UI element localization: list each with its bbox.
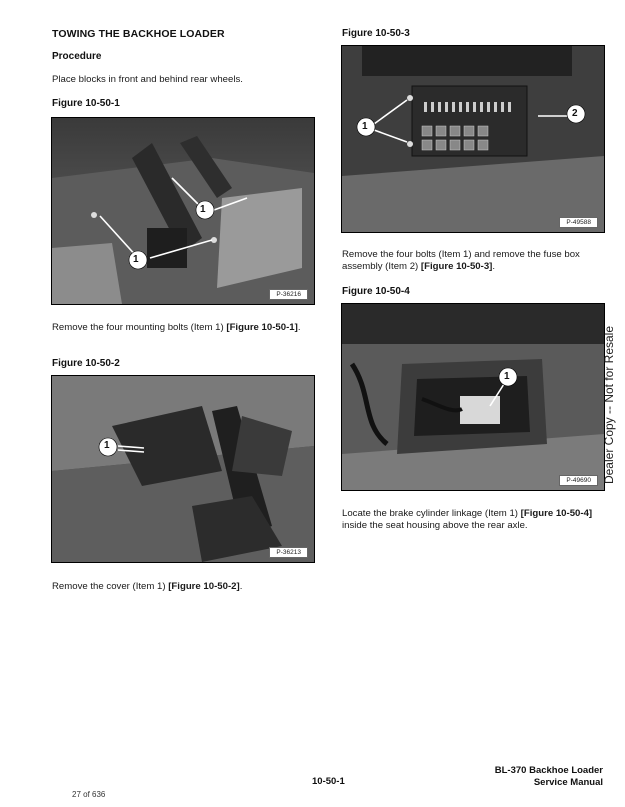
figure-4-label: Figure 10-50-4 <box>342 286 410 297</box>
step-3-end: . <box>239 581 243 592</box>
step-5-body: Locate the brake cylinder linkage (Item 1) <box>342 508 521 519</box>
footer-product: BL-370 Backhoe Loader <box>494 765 603 776</box>
step-5-figure-ref: [Figure 10-50-4] <box>520 508 593 519</box>
procedure-heading: Procedure <box>52 51 102 62</box>
step-3-body: Remove the cover (Item 1) <box>52 581 169 592</box>
step-4-text <box>342 249 604 273</box>
step-3-text <box>52 581 314 593</box>
figure-1-label: Figure 10-50-1 <box>52 98 120 109</box>
step-4-end: . <box>492 261 496 272</box>
figure-4-code: P-49690 <box>559 475 598 486</box>
figure-1-callout-1b: 1 <box>133 254 139 265</box>
figure-3-label: Figure 10-50-3 <box>342 28 410 39</box>
step-1-text: Place blocks in front and behind rear wheels. <box>52 74 243 85</box>
page-count: 27 of 636 <box>72 790 106 799</box>
figure-2-photo <box>51 375 315 563</box>
section-title: TOWING THE BACKHOE LOADER <box>52 28 225 40</box>
step-2-figure-ref: [Figure 10-50-1] <box>226 322 298 333</box>
step-4-body: Remove the four bolts (Item 1) and remove the fuse box assembly (Item 2) <box>342 249 580 272</box>
footer-manual: Service Manual <box>533 777 603 788</box>
figure-2-label: Figure 10-50-2 <box>52 358 120 369</box>
figure-3-callout-2: 2 <box>572 108 578 119</box>
figure-1-code: P-36216 <box>269 289 308 300</box>
step-2-end: . <box>297 322 301 333</box>
step-5-end: inside the seat housing above the rear axle. <box>342 520 528 531</box>
step-5-text <box>342 508 604 532</box>
step-3-figure-ref: [Figure 10-50-2] <box>168 581 240 592</box>
page-number: 10-50-1 <box>312 776 345 787</box>
figure-2-callout-1: 1 <box>104 440 110 451</box>
figure-3-photo <box>341 45 605 233</box>
figure-4-photo <box>341 303 605 491</box>
figure-1-callout-1a: 1 <box>200 204 206 215</box>
figure-3-callout-1: 1 <box>362 121 368 132</box>
step-4-figure-ref: [Figure 10-50-3] <box>420 261 493 272</box>
figure-4-callout-1: 1 <box>504 371 510 382</box>
dealer-copy-watermark <box>600 320 618 490</box>
figure-2-code: P-36213 <box>269 547 308 558</box>
step-2-text <box>52 322 314 334</box>
figure-1-photo <box>51 117 315 305</box>
figure-3-code: P-49588 <box>559 217 598 228</box>
step-2-body: Remove the four mounting bolts (Item 1) <box>52 322 227 333</box>
watermark-text: Dealer Copy -- Not for Resale <box>602 325 616 485</box>
